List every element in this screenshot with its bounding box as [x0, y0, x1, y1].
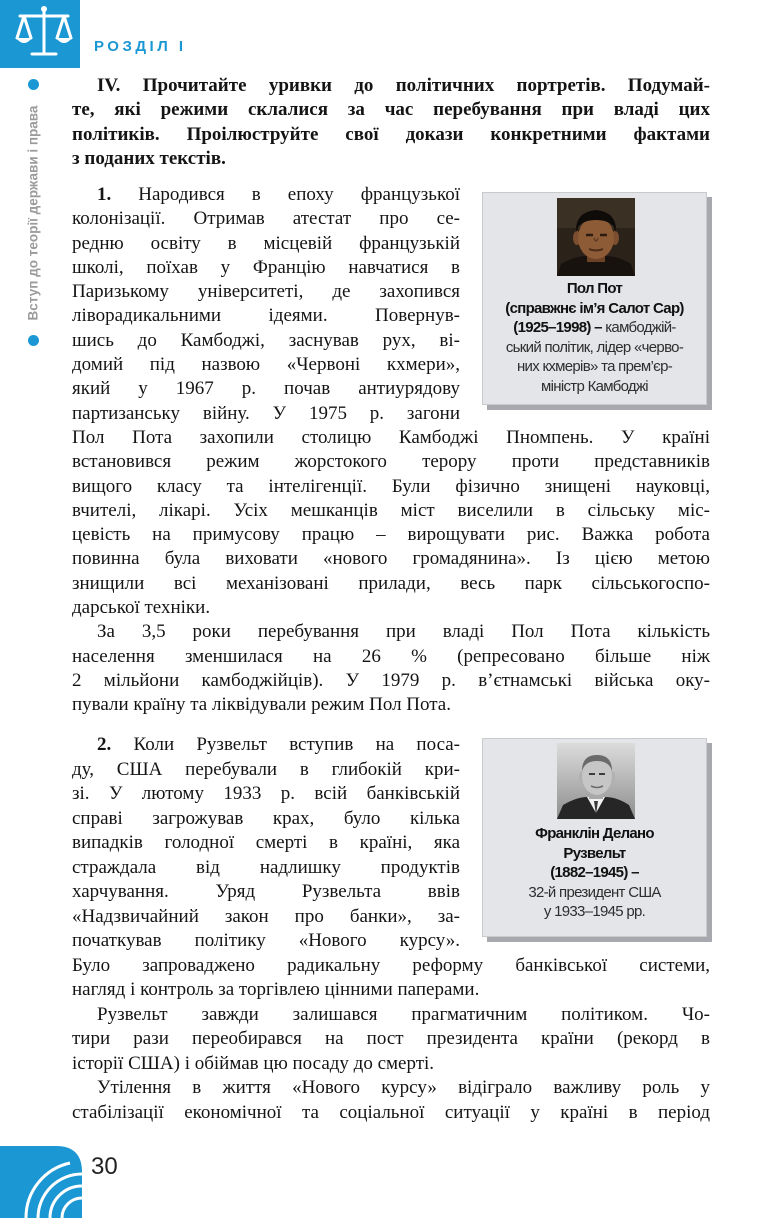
sidebar-dot-top — [28, 79, 39, 90]
portrait-box-roosevelt — [482, 738, 707, 937]
text-line: історії США) і обіймав цю посаду до смерті. — [72, 1052, 435, 1074]
text-line: Рузвельт завжди залишався прагматичним політиком. Чо- — [97, 1003, 710, 1025]
excerpt-number: 1. — [97, 184, 112, 205]
text-line: те, які режими склалися за час перебування при владі цих — [72, 99, 710, 121]
portrait-years: (1925–1998) – — [513, 319, 602, 337]
text-line: який у 1967 р. почав антиурядову — [72, 378, 460, 400]
text-line: редню освіту в місцевій французькій — [72, 232, 460, 254]
text-line: з поданих текстів. — [72, 148, 226, 170]
portrait-caption-line: 32-й президент США — [528, 883, 661, 901]
section-label: РОЗДІЛ І — [94, 38, 187, 55]
text-line: вищого класу та інтелігенції. Були фізично знищені науковці, — [72, 475, 710, 497]
scales-icon — [14, 4, 74, 62]
text-line: «Надзвичайний закон про банки», за- — [72, 905, 460, 927]
excerpt-number: 2. — [97, 734, 112, 755]
text-line: харчування. Уряд Рузвельта ввів — [72, 881, 460, 902]
portrait-name: Рузвельт — [563, 844, 626, 862]
page-number: 30 — [91, 1153, 118, 1180]
portrait-caption — [483, 279, 706, 397]
text-line: початкував політику «Нового курсу». — [72, 930, 460, 951]
text-line: повинна була виховати «нового громадянина». Із цією метою — [72, 548, 710, 570]
text-line: встановився режим жорстокого терору проти представників — [72, 451, 710, 473]
roosevelt-photo — [557, 743, 635, 819]
portrait-caption-line: них кхмерів» та прем’єр- — [516, 358, 673, 376]
text-line: випадків голодної смерті в країні, яка — [72, 832, 460, 853]
pol-pot-photo — [557, 198, 635, 276]
text-line: ліворадикальними ідеями. Повернув- — [72, 305, 460, 327]
portrait-caption-line: міністр Камбоджі — [541, 377, 648, 395]
text-line: зі. У лютому 1933 р. всій банківській — [72, 783, 460, 804]
portrait-alias: (справжнє ім’я Салот Сар) — [505, 299, 684, 317]
portrait-name: Франклін Делано — [535, 825, 654, 842]
text-line: стабілізації економічної та соціальної ситуації у країні в період — [72, 1101, 710, 1123]
text-line: 1. Народився в епоху французької — [97, 184, 460, 205]
text-line: За 3,5 роки перебування при владі Пол Пота кількість — [97, 621, 710, 643]
text-line: дарської техніки. — [72, 597, 211, 619]
portrait-box-pol-pot — [482, 192, 707, 405]
text-line: політиків. Проілюструйте свої докази конкретними фактами — [72, 123, 710, 145]
sidebar-chapter-title: Вступ до теорії держави і права — [25, 105, 41, 321]
wave-arcs-icon — [0, 1146, 84, 1218]
portrait-name: Пол Пот — [566, 280, 623, 297]
section-header-block — [0, 0, 80, 68]
text-line: Пол Пота захопили столицю Камбоджі Пномпень. У країні — [72, 426, 710, 448]
text-line: домий під назвою «Червоні кхмери», — [72, 354, 460, 376]
text-line: страждала від надлишку продуктів — [72, 856, 460, 878]
text-line: Утілення в життя «Нового курсу» відіграло важливу роль у — [97, 1077, 710, 1098]
sidebar-dot-bottom — [28, 335, 39, 346]
portrait-caption-line: у 1933–1945 рр. — [543, 903, 646, 921]
text-line: населення зменшилася на 26 % (репресовано більше ніж — [72, 645, 710, 667]
text-line: партизанську війну. У 1975 р. загони — [72, 402, 460, 424]
portrait-caption-line: ський політик, лідер «черво- — [505, 338, 684, 356]
text-line: IV. Прочитайте уривки до політичних портретів. Подумай- — [97, 75, 710, 96]
text-line: тири рази переобирався на пост президента країни (рекорд в — [72, 1028, 710, 1049]
text-line: вчителі, лікарі. Усіх мешканців міст виселили в сільську міс- — [72, 499, 710, 521]
task-heading — [72, 74, 710, 172]
text-line: Паризькому університеті, де захопився — [72, 281, 460, 303]
text-line: знищили всі механізовані прилади, весь парк сільськогоспо- — [72, 572, 710, 594]
text-line: цевість на примусову працю – вирощувати рис. Важка робота — [72, 524, 710, 546]
text-line: Було запроваджено радикальну реформу банківської системи, — [72, 954, 710, 976]
text-line: 2 мільйони камбоджійців). У 1979 р. в’єтнамські війська оку- — [72, 669, 710, 691]
portrait-years: (1882–1945) – — [550, 864, 639, 882]
text-line: колонізації. Отримав атестат про се- — [72, 208, 460, 230]
portrait-caption-line: (1925–1998) – камбоджій- — [513, 319, 676, 337]
text-line: 2. Коли Рузвельт вступив на поса- — [97, 734, 460, 755]
text-line: нагляд і контроль за торгівлею цінними паперами. — [72, 979, 480, 1000]
text-line: школі, поїхав у Францію навчатися в — [72, 256, 460, 278]
text-line: справі загрожував крах, було кілька — [72, 807, 460, 829]
portrait-caption — [483, 824, 706, 922]
text-line: шись до Камбоджі, заснував рух, ві- — [72, 329, 460, 351]
text-line: ду, США перебували в глибокій кри- — [72, 758, 460, 780]
text-line: пували країну та ліквідували режим Пол Пота. — [72, 694, 451, 716]
